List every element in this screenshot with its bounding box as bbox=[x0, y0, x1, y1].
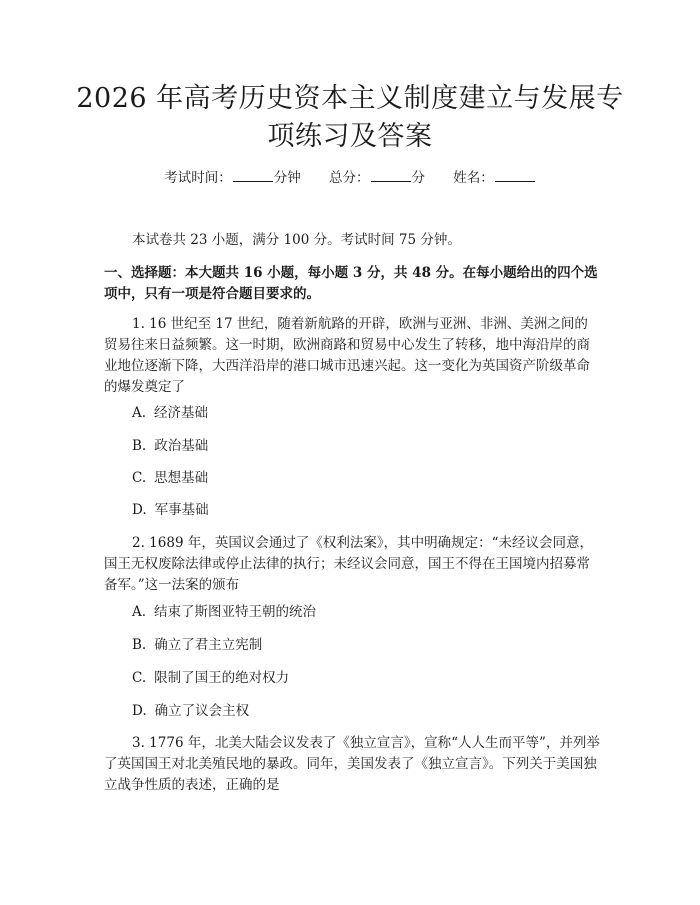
question-2-option-a[interactable] bbox=[132, 602, 316, 623]
question-1-option-b[interactable] bbox=[132, 436, 208, 457]
question-1-option-a[interactable] bbox=[132, 403, 208, 424]
exam-time-field bbox=[164, 170, 301, 186]
option-letter: C. bbox=[132, 470, 147, 486]
exam-time-blank[interactable] bbox=[233, 168, 273, 182]
question-2-stem: 2. 1689 年，英国议会通过了《权利法案》，其中明确规定：“未经议会同意，国王无权废除法律或停止法律的执行；未经议会同意，国王不得在王国境内招募常备军。”这一法案的颁布 bbox=[104, 535, 593, 593]
option-text: 经济基础 bbox=[154, 405, 209, 421]
question-3-stem: 3. 1776 年，北美大陆会议发表了《独立宣言》，宣称“人人生而平等”，并列举了英国国王对北美殖民地的暴政。同年，美国发表了《独立宣言》。下列关于美国独立战争性质的表述，正确的是 bbox=[104, 735, 600, 793]
name-blank[interactable] bbox=[495, 168, 535, 182]
name-label: 姓名： bbox=[453, 170, 494, 186]
question-2-option-c[interactable] bbox=[132, 668, 289, 689]
option-text: 结束了斯图亚特王朝的统治 bbox=[154, 604, 317, 620]
exam-time-unit: 分钟 bbox=[273, 170, 301, 186]
question-2-option-d[interactable] bbox=[132, 701, 249, 722]
option-letter: C. bbox=[132, 670, 147, 686]
exam-meta bbox=[0, 168, 700, 188]
section-heading: 一、选择题：本大题共 16 小题，每小题 3 分，共 48 分。在每小题给出的四个选项中，只有一项是符合题目要求的。 bbox=[104, 265, 598, 302]
question-2-option-b[interactable] bbox=[132, 635, 262, 656]
option-letter: A. bbox=[132, 405, 147, 421]
option-letter: D. bbox=[132, 502, 147, 518]
option-text: 政治基础 bbox=[154, 438, 209, 454]
option-letter: A. bbox=[132, 604, 147, 620]
option-letter: D. bbox=[132, 703, 147, 719]
page-title bbox=[60, 80, 640, 156]
total-score-field bbox=[329, 170, 425, 186]
question-1-stem: 1. 16 世纪至 17 世纪，随着新航路的开辟，欧洲与亚洲、非洲、美洲之间的贸易往来日益频繁。这一时期，欧洲商路和贸易中心发生了转移，地中海沿岸的商业地位逐渐下降，大西洋沿岸的港口城市迅速兴起。这一变化为英国资产阶级革命的爆发奠定了 bbox=[104, 316, 590, 395]
option-text: 军事基础 bbox=[154, 502, 209, 518]
question-1-option-c[interactable] bbox=[132, 468, 208, 489]
question-1-option-d[interactable] bbox=[132, 500, 209, 521]
total-score-unit: 分 bbox=[411, 170, 425, 186]
total-score-label: 总分： bbox=[329, 170, 370, 186]
option-text: 限制了国王的绝对权力 bbox=[154, 670, 290, 686]
title-line-2: 项练习及答案 bbox=[267, 121, 433, 152]
name-field bbox=[453, 170, 536, 186]
option-letter: B. bbox=[132, 637, 147, 653]
title-line-1: 2026 年高考历史资本主义制度建立与发展专 bbox=[76, 83, 624, 114]
option-text: 确立了君主立宪制 bbox=[154, 637, 263, 653]
total-score-blank[interactable] bbox=[371, 168, 411, 182]
option-text: 确立了议会主权 bbox=[154, 703, 250, 719]
exam-intro: 本试卷共 23 小题，满分 100 分。考试时间 75 分钟。 bbox=[132, 232, 461, 248]
option-text: 思想基础 bbox=[154, 470, 209, 486]
option-letter: B. bbox=[132, 438, 147, 454]
exam-time-label: 考试时间： bbox=[164, 170, 232, 186]
